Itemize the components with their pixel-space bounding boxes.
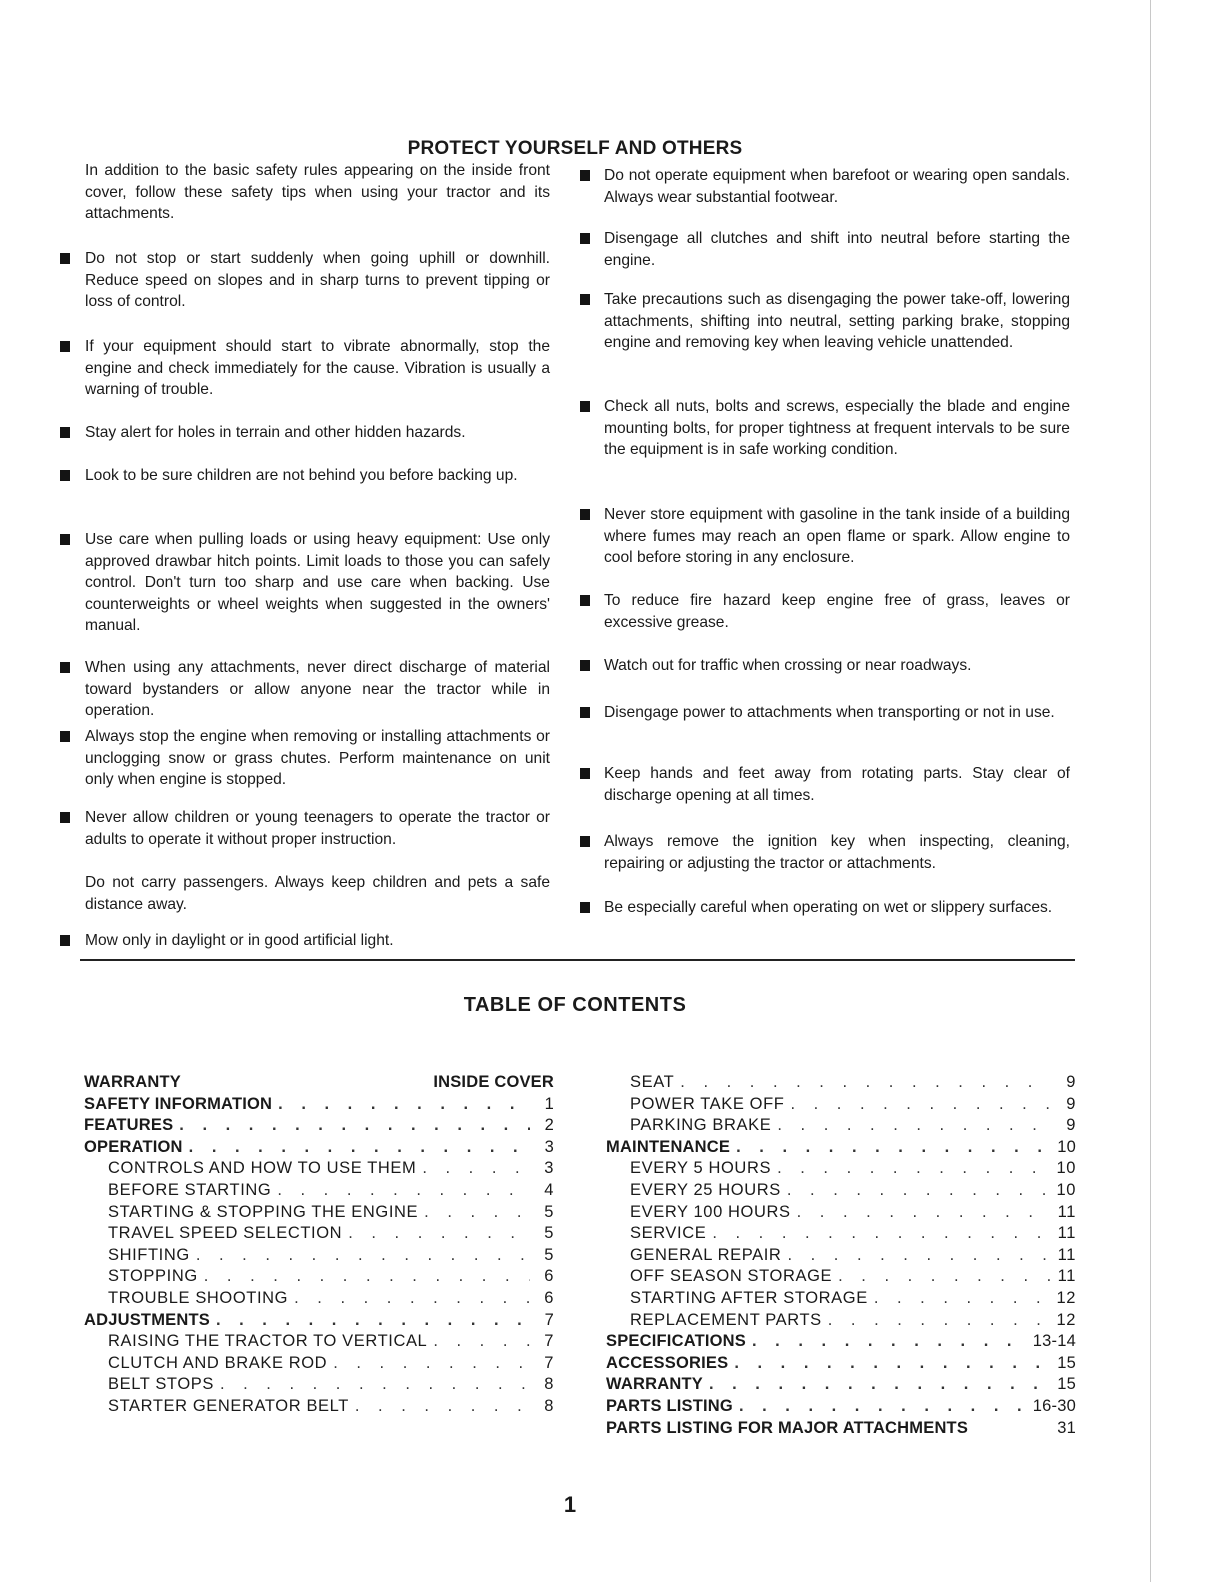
toc-entry (606, 1072, 1076, 1094)
toc-entry-label: PARTS LISTING FOR MAJOR ATTACHMENTS (606, 1418, 969, 1437)
dot-leader (874, 1288, 1051, 1310)
bullet-icon (580, 836, 590, 847)
bullet-icon (580, 401, 590, 412)
toc-entry (84, 1353, 554, 1375)
toc-entry-page: 11 (1057, 1245, 1076, 1264)
toc-entry (606, 1094, 1076, 1116)
bullet-icon (60, 427, 70, 438)
safety-item-text: Keep hands and feet away from rotating parts. Stay clear of discharge opening at all times. (604, 765, 1070, 804)
bullet-icon (60, 935, 70, 946)
dot-leader (278, 1094, 530, 1116)
toc-entry-label: OPERATION (84, 1137, 183, 1156)
toc-entry-label: SERVICE (630, 1224, 707, 1243)
toc-entry (606, 1331, 1076, 1353)
toc-entry-label: TRAVEL SPEED SELECTION (108, 1224, 343, 1243)
dot-leader (424, 1202, 530, 1224)
toc-entry (606, 1418, 1076, 1440)
toc-entry-page: 1 (544, 1094, 554, 1113)
page-edge-line (1150, 0, 1151, 1582)
safety-item-text: Look to be sure children are not behind you before backing up. (85, 467, 518, 484)
toc-entry-label: STARTER GENERATOR BELT (108, 1396, 349, 1415)
dot-leader (790, 1094, 1052, 1116)
safety-item-text: Disengage power to attachments when transporting or not in use. (604, 704, 1055, 721)
safety-item-text: Be especially careful when operating on wet or slippery surfaces. (604, 899, 1053, 916)
toc-entry (606, 1353, 1076, 1375)
dot-leader (216, 1310, 530, 1332)
toc-entry (606, 1180, 1076, 1202)
bullet-icon (60, 470, 70, 481)
dot-leader (838, 1266, 1052, 1288)
bullet-icon (60, 534, 70, 545)
dot-leader (736, 1137, 1051, 1159)
safety-item-text: Take precautions such as disengaging the power take-off, lowering attachments, shifting into neutral, setting parking brake, stopping engine and removing key when leaving vehicle unattended. (604, 291, 1070, 351)
toc-entry-page: 3 (544, 1137, 554, 1156)
toc-entry-label: TROUBLE SHOOTING (108, 1288, 289, 1307)
toc-entry (606, 1288, 1076, 1310)
safety-item-text: Watch out for traffic when crossing or near roadways. (604, 657, 972, 674)
bullet-icon (580, 768, 590, 779)
toc-entry (606, 1396, 1076, 1418)
dot-leader (828, 1310, 1051, 1332)
toc-entry-page: 10 (1056, 1180, 1076, 1199)
dot-leader (680, 1072, 1052, 1094)
toc-entry-label: WARRANTY (606, 1375, 703, 1394)
safety-item-text: Never store equipment with gasoline in the tank inside of a building where fumes may reach an open flame or spark. Allow engine to cool before storing in any enclosure. (604, 506, 1070, 566)
toc-title: TABLE OF CONTENTS (463, 994, 687, 1016)
toc-entry-page: 16-30 (1032, 1396, 1076, 1415)
safety-item-text: Stay alert for holes in terrain and other hidden hazards. (85, 424, 466, 441)
toc-entry-label: SPECIFICATIONS (606, 1332, 747, 1351)
toc-entry-page: 15 (1057, 1353, 1076, 1372)
toc-entry-page: 4 (544, 1180, 554, 1199)
toc-entry (84, 1310, 554, 1332)
safety-item-text: Do not operate equipment when barefoot or wearing open sandals. Always wear substantial footwear. (604, 167, 1070, 206)
toc-entry-page: 8 (544, 1375, 554, 1394)
safety-note: Do not carry passengers. Always keep children and pets a safe distance away. (85, 874, 550, 913)
dot-leader (752, 1331, 1027, 1353)
toc-entry-page: 15 (1057, 1375, 1076, 1394)
dot-leader (433, 1331, 530, 1353)
safety-item-text: To reduce fire hazard keep engine free of grass, leaves or excessive grease. (604, 592, 1070, 631)
toc-entry (84, 1202, 554, 1224)
toc-entry (84, 1266, 554, 1288)
safety-item-text: Use care when pulling loads or using heavy equipment: Use only approved drawbar hitch points. Limit loads to those you can safely control. Don't turn too sharp and use care when backing. Use counterweights or wheel weights when suggested in the owners' manual. (85, 531, 550, 634)
toc-entry (84, 1115, 554, 1137)
toc-entry-label: STOPPING (108, 1267, 198, 1286)
toc-entry (84, 1072, 554, 1094)
toc-entry-label: REPLACEMENT PARTS (630, 1310, 822, 1329)
safety-item-text: Disengage all clutches and shift into neutral before starting the engine. (604, 230, 1070, 269)
safety-item-text: Always stop the engine when removing or installing attachments or unclogging snow or grass chutes. Perform maintenance on unit only when engine is stopped. (85, 728, 550, 788)
dot-leader (422, 1158, 530, 1180)
toc-entry (84, 1288, 554, 1310)
toc-entry (606, 1245, 1076, 1267)
bullet-icon (60, 253, 70, 264)
toc-entry-page: 12 (1056, 1288, 1076, 1307)
toc-entry-page: 10 (1057, 1137, 1076, 1156)
toc-entry-page: 11 (1057, 1224, 1076, 1243)
toc-entry-page: 9 (1066, 1116, 1076, 1135)
toc-entry-label: WARRANTY (84, 1073, 181, 1091)
dot-leader (220, 1374, 530, 1396)
toc-entry-page: 2 (544, 1116, 554, 1135)
toc-entry (84, 1374, 554, 1396)
toc-entry-page: 12 (1056, 1310, 1076, 1329)
safety-intro: In addition to the basic safety rules appearing on the inside front cover, follow these safety tips when using your tractor and its attachments. (85, 162, 550, 222)
toc-entry-page: 7 (544, 1353, 554, 1372)
toc-entry-label: MAINTENANCE (606, 1137, 731, 1156)
dot-leader (712, 1223, 1051, 1245)
dot-leader (277, 1180, 530, 1202)
dot-leader (189, 1137, 530, 1159)
toc-entry-label: FEATURES (84, 1116, 174, 1135)
safety-item-text: If your equipment should start to vibrate abnormally, stop the engine and check immediately for the cause. Vibration is usually a warning of trouble. (85, 338, 550, 398)
toc-entry-label: ADJUSTMENTS (84, 1310, 210, 1329)
toc-entry-label: SAFETY INFORMATION (84, 1094, 273, 1113)
dot-leader (797, 1202, 1052, 1224)
toc-entry-page: 9 (1066, 1073, 1076, 1091)
dot-leader (333, 1353, 530, 1375)
dot-leader (787, 1245, 1051, 1267)
toc-entry-page: 3 (544, 1159, 554, 1178)
toc-entry-page: 13-14 (1032, 1332, 1076, 1351)
toc-entry-label: STARTING AFTER STORAGE (630, 1288, 868, 1307)
dot-leader (179, 1115, 530, 1137)
toc-entry (606, 1115, 1076, 1137)
bullet-icon (60, 341, 70, 352)
toc-entry-page: 8 (544, 1396, 554, 1415)
dot-leader (777, 1158, 1050, 1180)
dot-leader (196, 1245, 530, 1267)
bullet-icon (580, 170, 590, 181)
toc-entry-label: STARTING & STOPPING THE ENGINE (108, 1202, 419, 1221)
dot-leader (204, 1266, 530, 1288)
toc-entry (606, 1223, 1076, 1245)
toc-entry (84, 1245, 554, 1267)
toc-entry-label: GENERAL REPAIR (630, 1245, 782, 1264)
section-divider (80, 959, 1075, 961)
safety-title: PROTECT YOURSELF AND OTHERS (407, 138, 743, 159)
toc-entry (84, 1137, 554, 1159)
dot-leader (734, 1353, 1051, 1375)
toc-entry-page: 11 (1057, 1267, 1076, 1286)
toc-entry-page: 5 (544, 1245, 554, 1264)
toc-entry-label: PARKING BRAKE (630, 1116, 772, 1135)
toc-entry-label: POWER TAKE OFF (630, 1094, 785, 1113)
toc-entry-label: PARTS LISTING (606, 1396, 733, 1415)
toc-right-column (606, 1072, 1076, 1439)
bullet-icon (580, 902, 590, 913)
toc-entry-label: OFF SEASON STORAGE (630, 1267, 833, 1286)
toc-entry-page: 31 (1057, 1418, 1076, 1437)
toc-left-column (84, 1072, 554, 1418)
toc-entry (606, 1202, 1076, 1224)
dot-leader (348, 1223, 530, 1245)
dot-leader (294, 1288, 530, 1310)
bullet-icon (580, 595, 590, 606)
toc-entry (606, 1158, 1076, 1180)
toc-entry-page: 11 (1057, 1202, 1076, 1221)
toc-entry-label: SHIFTING (108, 1245, 190, 1264)
toc-entry (606, 1374, 1076, 1396)
toc-entry-page: 6 (544, 1267, 554, 1286)
toc-entry-page: 5 (544, 1202, 554, 1221)
toc-entry-label: CLUTCH AND BRAKE ROD (108, 1353, 328, 1372)
dot-leader (355, 1396, 530, 1418)
toc-entry-page: 10 (1056, 1159, 1076, 1178)
safety-item-text: When using any attachments, never direct discharge of material toward bystanders or allow anyone near the tractor while in operation. (85, 659, 550, 719)
toc-entry-label: EVERY 25 HOURS (630, 1180, 781, 1199)
toc-entry-label: SEAT (630, 1073, 675, 1091)
bullet-icon (580, 294, 590, 305)
toc-entry-label: ACCESSORIES (606, 1353, 729, 1372)
toc-entry (84, 1094, 554, 1116)
toc-entry-page: 7 (544, 1332, 554, 1351)
dot-leader (709, 1374, 1051, 1396)
bullet-icon (60, 662, 70, 673)
toc-entry-label: EVERY 100 HOURS (630, 1202, 791, 1221)
toc-entry (606, 1137, 1076, 1159)
toc-entry (84, 1396, 554, 1418)
toc-entry-label: BEFORE STARTING (108, 1180, 272, 1199)
dot-leader (787, 1180, 1051, 1202)
toc-entry-label: RAISING THE TRACTOR TO VERTICAL (108, 1332, 428, 1351)
toc-entry (84, 1331, 554, 1353)
toc-entry (606, 1310, 1076, 1332)
bullet-icon (580, 233, 590, 244)
bullet-icon (580, 660, 590, 671)
toc-entry-label: BELT STOPS (108, 1375, 214, 1394)
toc-entry-label: EVERY 5 HOURS (630, 1159, 772, 1178)
toc-entry-page: 9 (1066, 1094, 1076, 1113)
toc-entry (606, 1266, 1076, 1288)
safety-item-text: Do not stop or start suddenly when going uphill or downhill. Reduce speed on slopes and in sharp turns to prevent tipping or loss of control. (85, 250, 550, 310)
toc-entry (84, 1158, 554, 1180)
bullet-icon (60, 812, 70, 823)
dot-leader (739, 1396, 1027, 1418)
bullet-icon (60, 731, 70, 742)
toc-entry (84, 1180, 554, 1202)
toc-entry-page: INSIDE COVER (433, 1073, 554, 1091)
toc-entry-page: 5 (544, 1224, 554, 1243)
toc-entry-page: 7 (544, 1310, 554, 1329)
safety-item-text: Check all nuts, bolts and screws, especially the blade and engine mounting bolts, for proper tightness at frequent intervals to be sure the equipment is in safe working condition. (604, 398, 1070, 458)
bullet-icon (580, 707, 590, 718)
safety-item-text: Always remove the ignition key when inspecting, cleaning, repairing or adjusting the tractor or attachments. (604, 833, 1070, 872)
page-number: 1 (563, 1492, 577, 1517)
safety-item-text: Never allow children or young teenagers to operate the tractor or adults to operate it without proper instruction. (85, 809, 550, 848)
bullet-icon (580, 509, 590, 520)
toc-entry (84, 1223, 554, 1245)
safety-item-text: Mow only in daylight or in good artificial light. (85, 932, 394, 949)
toc-entry-label: CONTROLS AND HOW TO USE THEM (108, 1159, 417, 1178)
toc-entry-page: 6 (544, 1288, 554, 1307)
dot-leader (777, 1115, 1052, 1137)
